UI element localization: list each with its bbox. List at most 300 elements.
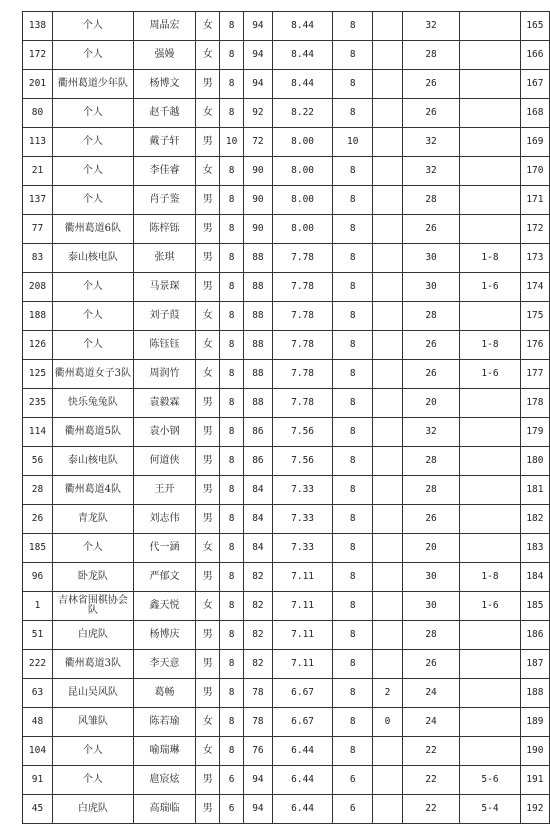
rounds-cell: 8 <box>220 186 244 215</box>
wins-cell: 6 <box>333 766 373 795</box>
wins-cell: 8 <box>333 650 373 679</box>
rounds-cell: 8 <box>220 737 244 766</box>
seq-cell: 51 <box>23 621 53 650</box>
avg-cell: 7.78 <box>272 389 333 418</box>
points-cell: 30 <box>403 592 460 621</box>
name-cell: 马景琛 <box>133 273 195 302</box>
rounds-cell: 8 <box>220 360 244 389</box>
team-cell: 个人 <box>52 99 133 128</box>
seq-cell: 63 <box>23 679 53 708</box>
avg-cell: 7.11 <box>272 592 333 621</box>
seq-cell: 126 <box>23 331 53 360</box>
score-cell: 78 <box>244 679 273 708</box>
name-cell: 何道侠 <box>133 447 195 476</box>
table-row <box>23 215 550 244</box>
table-row <box>23 737 550 766</box>
name-cell: 赵千越 <box>133 99 195 128</box>
seq-cell: 235 <box>23 389 53 418</box>
table-row <box>23 534 550 563</box>
gender-cell: 男 <box>196 389 220 418</box>
wins-cell: 8 <box>333 273 373 302</box>
rounds-cell: 8 <box>220 563 244 592</box>
team-cell: 个人 <box>52 41 133 70</box>
name-cell: 扈宸炫 <box>133 766 195 795</box>
team-cell: 白虎队 <box>52 795 133 824</box>
name-cell: 杨博文 <box>133 70 195 99</box>
gender-cell: 男 <box>196 766 220 795</box>
avg-cell: 7.11 <box>272 650 333 679</box>
avg-cell: 8.44 <box>272 12 333 41</box>
score-cell: 86 <box>244 447 273 476</box>
gender-cell: 女 <box>196 534 220 563</box>
team-cell: 个人 <box>52 534 133 563</box>
wins-cell: 8 <box>333 70 373 99</box>
note-cell <box>460 12 521 41</box>
avg-cell: 6.44 <box>272 737 333 766</box>
seq-cell: 185 <box>23 534 53 563</box>
extra-cell <box>373 215 403 244</box>
table-row <box>23 563 550 592</box>
score-cell: 76 <box>244 737 273 766</box>
gender-cell: 男 <box>196 70 220 99</box>
avg-cell: 7.78 <box>272 302 333 331</box>
points-cell: 30 <box>403 244 460 273</box>
team-cell: 衢州葛道6队 <box>52 215 133 244</box>
rank-cell: 184 <box>520 563 549 592</box>
wins-cell: 6 <box>333 795 373 824</box>
seq-cell: 96 <box>23 563 53 592</box>
seq-cell: 113 <box>23 128 53 157</box>
table-row <box>23 447 550 476</box>
avg-cell: 6.44 <box>272 766 333 795</box>
points-cell: 24 <box>403 679 460 708</box>
points-cell: 28 <box>403 302 460 331</box>
wins-cell: 8 <box>333 737 373 766</box>
rounds-cell: 8 <box>220 708 244 737</box>
wins-cell: 8 <box>333 41 373 70</box>
gender-cell: 男 <box>196 679 220 708</box>
rounds-cell: 8 <box>220 505 244 534</box>
rounds-cell: 6 <box>220 766 244 795</box>
rank-cell: 165 <box>520 12 549 41</box>
rank-cell: 192 <box>520 795 549 824</box>
extra-cell <box>373 186 403 215</box>
note-cell: 1-8 <box>460 563 521 592</box>
gender-cell: 男 <box>196 273 220 302</box>
avg-cell: 8.00 <box>272 186 333 215</box>
team-cell: 昆山吴风队 <box>52 679 133 708</box>
avg-cell: 7.33 <box>272 476 333 505</box>
extra-cell <box>373 650 403 679</box>
rank-cell: 167 <box>520 70 549 99</box>
extra-cell <box>373 273 403 302</box>
score-cell: 94 <box>244 70 273 99</box>
extra-cell <box>373 795 403 824</box>
team-cell: 个人 <box>52 12 133 41</box>
extra-cell <box>373 534 403 563</box>
avg-cell: 6.67 <box>272 708 333 737</box>
team-cell: 衢州葛道5队 <box>52 418 133 447</box>
seq-cell: 80 <box>23 99 53 128</box>
rank-cell: 178 <box>520 389 549 418</box>
score-cell: 90 <box>244 157 273 186</box>
rounds-cell: 10 <box>220 128 244 157</box>
seq-cell: 137 <box>23 186 53 215</box>
wins-cell: 8 <box>333 360 373 389</box>
score-cell: 82 <box>244 592 273 621</box>
wins-cell: 8 <box>333 389 373 418</box>
wins-cell: 8 <box>333 563 373 592</box>
results-table <box>22 11 550 824</box>
rank-cell: 169 <box>520 128 549 157</box>
table-row <box>23 795 550 824</box>
name-cell: 高瑞临 <box>133 795 195 824</box>
score-cell: 88 <box>244 244 273 273</box>
gender-cell: 男 <box>196 418 220 447</box>
avg-cell: 6.67 <box>272 679 333 708</box>
name-cell: 陈若瑜 <box>133 708 195 737</box>
points-cell: 26 <box>403 331 460 360</box>
table-row <box>23 99 550 128</box>
name-cell: 严郁文 <box>133 563 195 592</box>
gender-cell: 女 <box>196 708 220 737</box>
score-cell: 78 <box>244 708 273 737</box>
seq-cell: 201 <box>23 70 53 99</box>
gender-cell: 女 <box>196 360 220 389</box>
rank-cell: 172 <box>520 215 549 244</box>
points-cell: 26 <box>403 70 460 99</box>
points-cell: 24 <box>403 708 460 737</box>
seq-cell: 114 <box>23 418 53 447</box>
seq-cell: 83 <box>23 244 53 273</box>
gender-cell: 女 <box>196 331 220 360</box>
note-cell <box>460 41 521 70</box>
score-cell: 88 <box>244 389 273 418</box>
team-cell: 个人 <box>52 331 133 360</box>
points-cell: 28 <box>403 186 460 215</box>
rounds-cell: 8 <box>220 389 244 418</box>
score-cell: 94 <box>244 12 273 41</box>
team-cell: 个人 <box>52 766 133 795</box>
rank-cell: 168 <box>520 99 549 128</box>
seq-cell: 56 <box>23 447 53 476</box>
table-row <box>23 650 550 679</box>
points-cell: 26 <box>403 215 460 244</box>
note-cell <box>460 70 521 99</box>
table-row <box>23 418 550 447</box>
note-cell <box>460 679 521 708</box>
wins-cell: 8 <box>333 447 373 476</box>
table-row <box>23 766 550 795</box>
rank-cell: 189 <box>520 708 549 737</box>
avg-cell: 8.44 <box>272 41 333 70</box>
name-cell: 强嫚 <box>133 41 195 70</box>
team-cell: 衢州葛道3队 <box>52 650 133 679</box>
note-cell <box>460 157 521 186</box>
rank-cell: 181 <box>520 476 549 505</box>
table-row <box>23 186 550 215</box>
team-cell: 卧龙队 <box>52 563 133 592</box>
points-cell: 30 <box>403 563 460 592</box>
rank-cell: 176 <box>520 331 549 360</box>
rank-cell: 179 <box>520 418 549 447</box>
rank-cell: 186 <box>520 621 549 650</box>
gender-cell: 男 <box>196 215 220 244</box>
rank-cell: 190 <box>520 737 549 766</box>
rounds-cell: 8 <box>220 592 244 621</box>
gender-cell: 男 <box>196 650 220 679</box>
table-row <box>23 505 550 534</box>
note-cell: 1-6 <box>460 360 521 389</box>
name-cell: 刘志伟 <box>133 505 195 534</box>
rounds-cell: 8 <box>220 650 244 679</box>
rounds-cell: 8 <box>220 12 244 41</box>
note-cell <box>460 621 521 650</box>
name-cell: 王开 <box>133 476 195 505</box>
seq-cell: 208 <box>23 273 53 302</box>
avg-cell: 8.00 <box>272 215 333 244</box>
table-row <box>23 331 550 360</box>
table-row <box>23 476 550 505</box>
table-row <box>23 621 550 650</box>
rounds-cell: 8 <box>220 215 244 244</box>
seq-cell: 21 <box>23 157 53 186</box>
rounds-cell: 8 <box>220 331 244 360</box>
seq-cell: 91 <box>23 766 53 795</box>
extra-cell <box>373 244 403 273</box>
rank-cell: 175 <box>520 302 549 331</box>
table-row <box>23 157 550 186</box>
team-cell: 个人 <box>52 302 133 331</box>
name-cell: 喻瑞琳 <box>133 737 195 766</box>
rounds-cell: 8 <box>220 621 244 650</box>
points-cell: 32 <box>403 12 460 41</box>
note-cell <box>460 737 521 766</box>
table-row <box>23 12 550 41</box>
table-row <box>23 708 550 737</box>
points-cell: 28 <box>403 621 460 650</box>
score-cell: 88 <box>244 302 273 331</box>
extra-cell <box>373 592 403 621</box>
team-cell: 衢州葛道女子3队 <box>52 360 133 389</box>
team-cell: 个人 <box>52 273 133 302</box>
score-cell: 72 <box>244 128 273 157</box>
table-row <box>23 244 550 273</box>
avg-cell: 8.44 <box>272 70 333 99</box>
avg-cell: 7.78 <box>272 244 333 273</box>
avg-cell: 6.44 <box>272 795 333 824</box>
score-cell: 84 <box>244 534 273 563</box>
table-row <box>23 679 550 708</box>
team-cell: 吉林省围棋协会队 <box>52 592 133 621</box>
team-cell: 个人 <box>52 128 133 157</box>
seq-cell: 172 <box>23 41 53 70</box>
score-cell: 82 <box>244 650 273 679</box>
name-cell: 杨博庆 <box>133 621 195 650</box>
gender-cell: 男 <box>196 186 220 215</box>
score-cell: 84 <box>244 476 273 505</box>
rounds-cell: 8 <box>220 679 244 708</box>
extra-cell <box>373 737 403 766</box>
rounds-cell: 8 <box>220 447 244 476</box>
name-cell: 葛畅 <box>133 679 195 708</box>
extra-cell <box>373 331 403 360</box>
avg-cell: 8.22 <box>272 99 333 128</box>
note-cell <box>460 389 521 418</box>
avg-cell: 7.78 <box>272 360 333 389</box>
extra-cell <box>373 563 403 592</box>
rank-cell: 173 <box>520 244 549 273</box>
note-cell: 1-8 <box>460 244 521 273</box>
name-cell: 李佳睿 <box>133 157 195 186</box>
rounds-cell: 8 <box>220 476 244 505</box>
avg-cell: 7.11 <box>272 621 333 650</box>
name-cell: 袁毅霖 <box>133 389 195 418</box>
extra-cell <box>373 766 403 795</box>
avg-cell: 7.78 <box>272 331 333 360</box>
name-cell: 袁小钢 <box>133 418 195 447</box>
avg-cell: 7.56 <box>272 418 333 447</box>
extra-cell <box>373 360 403 389</box>
name-cell: 刘子葭 <box>133 302 195 331</box>
note-cell <box>460 650 521 679</box>
extra-cell <box>373 70 403 99</box>
note-cell: 1-8 <box>460 331 521 360</box>
gender-cell: 女 <box>196 157 220 186</box>
points-cell: 22 <box>403 795 460 824</box>
score-cell: 94 <box>244 795 273 824</box>
points-cell: 26 <box>403 360 460 389</box>
seq-cell: 28 <box>23 476 53 505</box>
name-cell: 鑫天悦 <box>133 592 195 621</box>
team-cell: 白虎队 <box>52 621 133 650</box>
avg-cell: 8.00 <box>272 128 333 157</box>
gender-cell: 男 <box>196 476 220 505</box>
score-cell: 88 <box>244 360 273 389</box>
rank-cell: 183 <box>520 534 549 563</box>
note-cell <box>460 505 521 534</box>
wins-cell: 8 <box>333 708 373 737</box>
points-cell: 28 <box>403 41 460 70</box>
wins-cell: 8 <box>333 476 373 505</box>
rank-cell: 171 <box>520 186 549 215</box>
team-cell: 泰山核电队 <box>52 244 133 273</box>
score-cell: 82 <box>244 621 273 650</box>
rank-cell: 180 <box>520 447 549 476</box>
rounds-cell: 8 <box>220 70 244 99</box>
seq-cell: 222 <box>23 650 53 679</box>
gender-cell: 女 <box>196 592 220 621</box>
rank-cell: 177 <box>520 360 549 389</box>
extra-cell <box>373 157 403 186</box>
wins-cell: 8 <box>333 679 373 708</box>
gender-cell: 男 <box>196 447 220 476</box>
team-cell: 衢州葛道少年队 <box>52 70 133 99</box>
score-cell: 90 <box>244 215 273 244</box>
avg-cell: 7.33 <box>272 505 333 534</box>
table-row <box>23 273 550 302</box>
points-cell: 32 <box>403 157 460 186</box>
score-cell: 92 <box>244 99 273 128</box>
seq-cell: 125 <box>23 360 53 389</box>
note-cell: 1-6 <box>460 592 521 621</box>
table-row <box>23 41 550 70</box>
rank-cell: 185 <box>520 592 549 621</box>
table-row <box>23 389 550 418</box>
score-cell: 86 <box>244 418 273 447</box>
score-cell: 84 <box>244 505 273 534</box>
name-cell: 代一涵 <box>133 534 195 563</box>
rank-cell: 166 <box>520 41 549 70</box>
extra-cell <box>373 476 403 505</box>
extra-cell <box>373 41 403 70</box>
extra-cell: 2 <box>373 679 403 708</box>
rounds-cell: 6 <box>220 795 244 824</box>
rank-cell: 174 <box>520 273 549 302</box>
points-cell: 26 <box>403 650 460 679</box>
rank-cell: 187 <box>520 650 549 679</box>
team-cell: 个人 <box>52 186 133 215</box>
avg-cell: 7.56 <box>272 447 333 476</box>
note-cell <box>460 418 521 447</box>
extra-cell <box>373 621 403 650</box>
table-row <box>23 70 550 99</box>
table-row <box>23 592 550 621</box>
seq-cell: 26 <box>23 505 53 534</box>
note-cell <box>460 186 521 215</box>
rank-cell: 170 <box>520 157 549 186</box>
seq-cell: 1 <box>23 592 53 621</box>
rounds-cell: 8 <box>220 99 244 128</box>
rank-cell: 191 <box>520 766 549 795</box>
score-cell: 94 <box>244 766 273 795</box>
wins-cell: 8 <box>333 418 373 447</box>
rounds-cell: 8 <box>220 157 244 186</box>
avg-cell: 7.33 <box>272 534 333 563</box>
wins-cell: 8 <box>333 157 373 186</box>
score-cell: 88 <box>244 273 273 302</box>
gender-cell: 男 <box>196 244 220 273</box>
rank-cell: 188 <box>520 679 549 708</box>
wins-cell: 8 <box>333 99 373 128</box>
name-cell: 周晶宏 <box>133 12 195 41</box>
extra-cell <box>373 389 403 418</box>
extra-cell <box>373 302 403 331</box>
gender-cell: 女 <box>196 737 220 766</box>
table-row <box>23 302 550 331</box>
seq-cell: 138 <box>23 12 53 41</box>
note-cell <box>460 128 521 157</box>
rounds-cell: 8 <box>220 302 244 331</box>
name-cell: 张琪 <box>133 244 195 273</box>
team-cell: 快乐兔兔队 <box>52 389 133 418</box>
points-cell: 32 <box>403 128 460 157</box>
team-cell: 风雏队 <box>52 708 133 737</box>
points-cell: 32 <box>403 418 460 447</box>
wins-cell: 8 <box>333 244 373 273</box>
gender-cell: 女 <box>196 302 220 331</box>
gender-cell: 男 <box>196 621 220 650</box>
note-cell: 1-6 <box>460 273 521 302</box>
name-cell: 陈钰钰 <box>133 331 195 360</box>
rounds-cell: 8 <box>220 41 244 70</box>
points-cell: 22 <box>403 737 460 766</box>
wins-cell: 8 <box>333 186 373 215</box>
gender-cell: 女 <box>196 99 220 128</box>
rounds-cell: 8 <box>220 244 244 273</box>
gender-cell: 男 <box>196 505 220 534</box>
gender-cell: 男 <box>196 128 220 157</box>
